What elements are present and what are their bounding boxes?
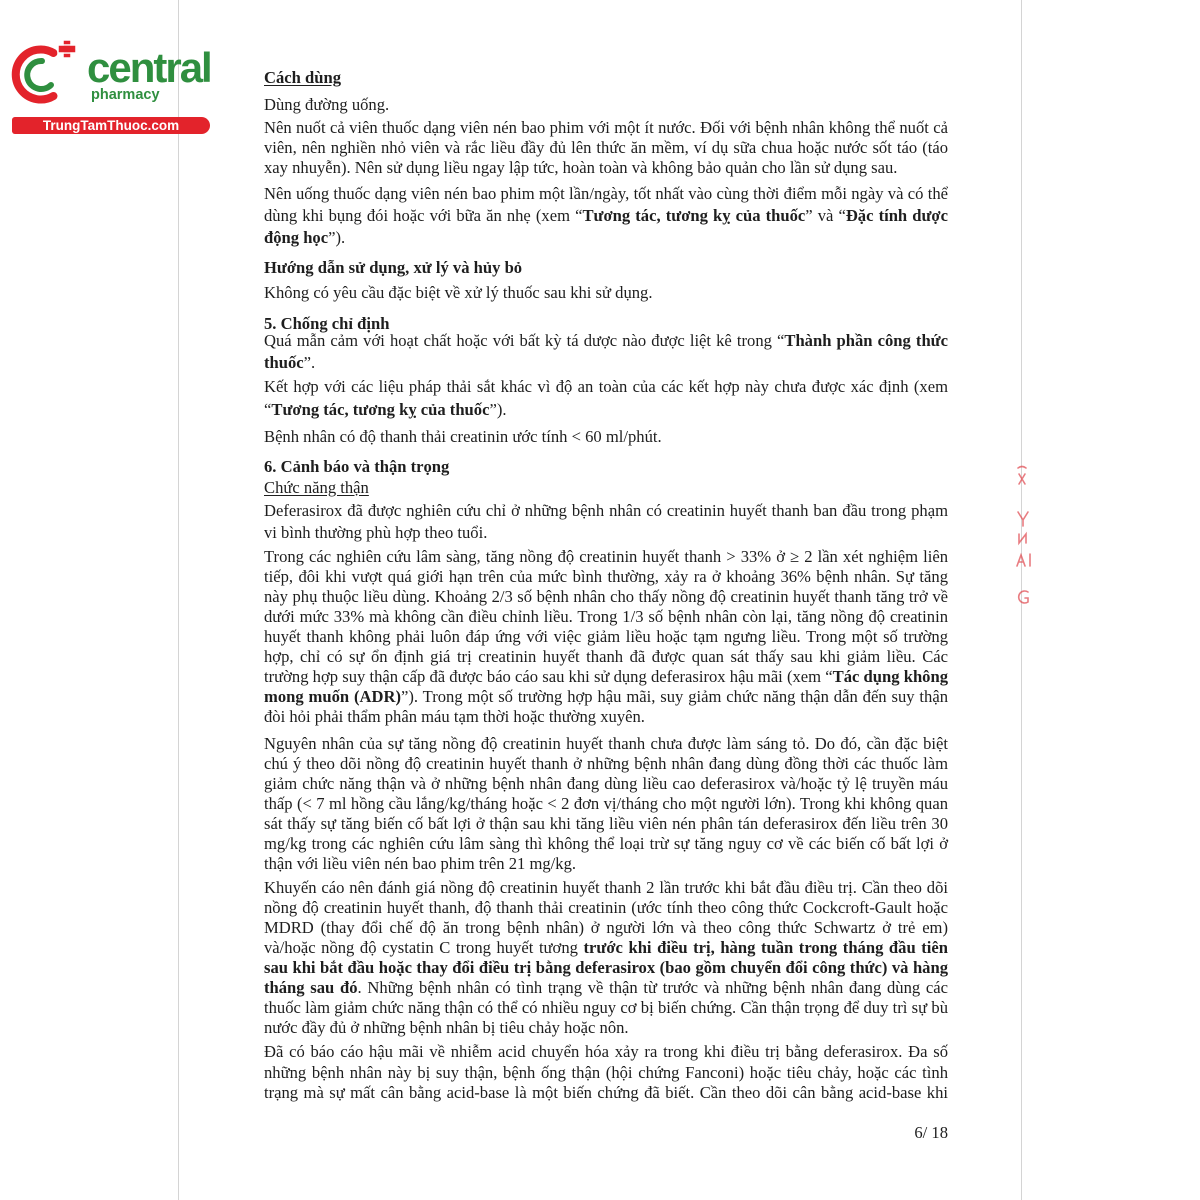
cross-reference: Tương tác, tương kỵ của thuốc [582,206,806,225]
cross-reference: Tác dụng không mong muốn (ADR) [264,667,949,706]
document-page [178,0,1022,1200]
page-number: 6/ 18 [914,1123,948,1142]
cross-reference: Tương tác, tương kỵ của thuốc [271,400,490,419]
renal-paragraph-1: Deferasirox đã được nghiên cứu chỉ ở những bệnh nhân có creatinin huyết thanh ban đầu trong phạm vi bình thường phù hợp theo tuổi. [264,501,948,542]
paragraph-text: . Những bệnh nhân có tình trạng về thận từ trước và những bệnh nhân đang dùng các thuốc làm giảm chức năng thận có thể có nhiều nguy cơ bị biến chứng. Cần thận trọng để duy trì sự bù nước đầy đủ ở những bệnh nhân bị tiêu chảy hoặc nôn. [264,978,948,1037]
paragraph-text: Trong các nghiên cứu lâm sàng, tăng nồng độ creatinin huyết thanh > 33% ở ≥ 2 lần xét nghiệm liên tiếp, đôi khi vượt quá giới hạn trên của mức bình thường, xảy ra ở khoảng 36% bệnh nhân. Sự tăng này phụ thuộc liều dùng. Khoảng 2/3 số bệnh nhân cho thấy nồng độ creatinin huyết thanh tăng trở về dưới mức 33% mà không cần điều chỉnh liều. Trong 1/3 số bệnh nhân còn lại, tăng nồng độ creatinin huyết thanh không phải luôn đáp ứng với việc giảm liều hoặc tạm ngưng liều. Trong một số trường hợp, chỉ có sự ổn định giá trị creatinin huyết thanh đã được quan sát thấy sau khi giảm liều. Các trường hợp suy thận cấp đã được báo cáo sau khi sử dụng deferasirox hậu mãi (xem “ [264,547,948,686]
usage-heading: Cách dùng [264,68,342,87]
contraindication-hypersensitivity-paragraph [264,330,948,374]
paragraph-text: Nên uống thuốc dạng viên nén bao phim một lần/ngày, tốt nhất vào cùng thời điểm mỗi ngày và có thể dùng khi bụng đói hoặc với bữa ăn nhẹ (xem “ [264,184,948,225]
logo-website-banner: TrungTamThuoc.com [12,117,210,134]
pharmacy-logo [0,0,220,140]
paragraph-text: ”. [303,353,316,372]
pharmacy-cross-c-icon [6,36,78,108]
cross-reference: Thành phần công thức thuốc [264,331,948,372]
renal-function-subheading: Chức năng thận [264,478,369,497]
logo-brand-name: central [87,44,211,91]
contraindications-heading: 5. Chống chỉ định [264,314,390,333]
paragraph-text: ”). [489,400,507,419]
usage-timing-paragraph [264,183,948,249]
renal-paragraph-4 [264,878,948,1038]
paragraph-text: ”). Trong một số trường hợp hậu mãi, suy giảm chức năng thận dẫn đến suy thận đòi hỏi phải thẩm phân máu tạm thời hoặc thường xuyên. [264,687,949,726]
renal-paragraph-3: Nguyên nhân của sự tăng nồng độ creatinin huyết thanh chưa được làm sáng tỏ. Do đó, cần đặc biệt chú ý theo dõi nồng độ creatinin huyết thanh ở những bệnh nhân đang dùng đồng thời các thuốc làm giảm chức năng thận và ở những bệnh nhân đang dùng liều cao deferasirox và/hoặc tỷ lệ truyền máu thấp (< 7 ml hồng cầu lắng/kg/tháng hoặc < 2 đơn vị/tháng cho một người lớn). Trong khi không quan sát thấy sự tăng biến cố bất lợi ở thận sau khi tăng liều viên nén phân tán deferasirox đến liều trên 30 mg/kg trong các nghiên cứu lâm sàng thì không thể loại trừ sự tăng nguy cơ về các biến cố bất lợi ở thận với liều viên nén bao phim trên 21 mg/kg. [264,734,948,873]
warnings-heading: 6. Cảnh báo và thận trọng [264,457,450,476]
contraindication-creatinine-paragraph: Bệnh nhân có độ thanh thải creatinin ước tính < 60 ml/phút. [264,427,662,446]
logo-subtitle: pharmacy [91,87,160,103]
paragraph-text: ” và “ [805,206,846,225]
renal-paragraph-5: Đã có báo cáo hậu mãi về nhiễm acid chuyển hóa xảy ra trong khi điều trị bằng deferasirox. Đa số những bệnh nhân này bị suy thận, bệnh ống thận (hội chứng Fanconi) hoặc tiêu chảy, hoặc các tình trạng mà sự mất cân bằng acid-base là một biến chứng đã biết. Cần theo dõi cân bằng acid-base khi [264,1042,948,1102]
contraindication-combination-paragraph [264,375,948,421]
handling-heading: Hướng dẫn sử dụng, xử lý và hủy bỏ [264,258,523,277]
paragraph-text: ”). [328,228,346,247]
stamp-fragment-icon [1008,462,1042,612]
paragraph-text: Khuyến cáo nên đánh giá nồng độ creatinin huyết thanh 2 lần trước khi bắt đầu điều trị. Cần theo dõi nồng độ creatinin huyết thanh, độ thanh thải creatinin (ước tính theo công thức Cockcroft-Gault hoặc MDRD (thay đổi chế độ ăn trong bệnh nhân) ở người lớn và theo công thức Schwartz ở trẻ em) và/hoặc nồng độ cystatin C trong huyết tương [264,878,948,957]
monitoring-schedule-emphasis: trước khi điều trị, hàng tuần trong tháng đầu tiên sau khi bắt đầu hoặc thay đổi điều trị bằng deferasirox (bao gồm chuyển đổi công thức) và hàng tháng sau đó [264,938,948,997]
paragraph-text: Quá mẫn cảm với hoạt chất hoặc với bất kỳ tá dược nào được liệt kê trong “ [264,331,785,350]
paragraph-text: Kết hợp với các liệu pháp thải sắt khác vì độ an toàn của các kết hợp này chưa được xác định (xem “ [264,377,948,419]
usage-route-paragraph: Dùng đường uống. [264,95,390,114]
handling-paragraph: Không có yêu cầu đặc biệt về xử lý thuốc sau khi sử dụng. [264,283,653,302]
cross-reference: Đặc tính dược động học [264,206,948,247]
usage-swallow-paragraph: Nên nuốt cả viên thuốc dạng viên nén bao phim với một ít nước. Đối với bệnh nhân không thể nuốt cả viên, nên nghiền nhỏ viên và rắc liều đầy đủ lên thức ăn mềm, ví dụ sữa chua hoặc nước sốt táo (táo xay nhuyễn). Nên sử dụng liều ngay lập tức, hoàn toàn và không bảo quản cho lần sử dụng sau. [264,118,948,177]
renal-paragraph-2 [264,547,948,727]
